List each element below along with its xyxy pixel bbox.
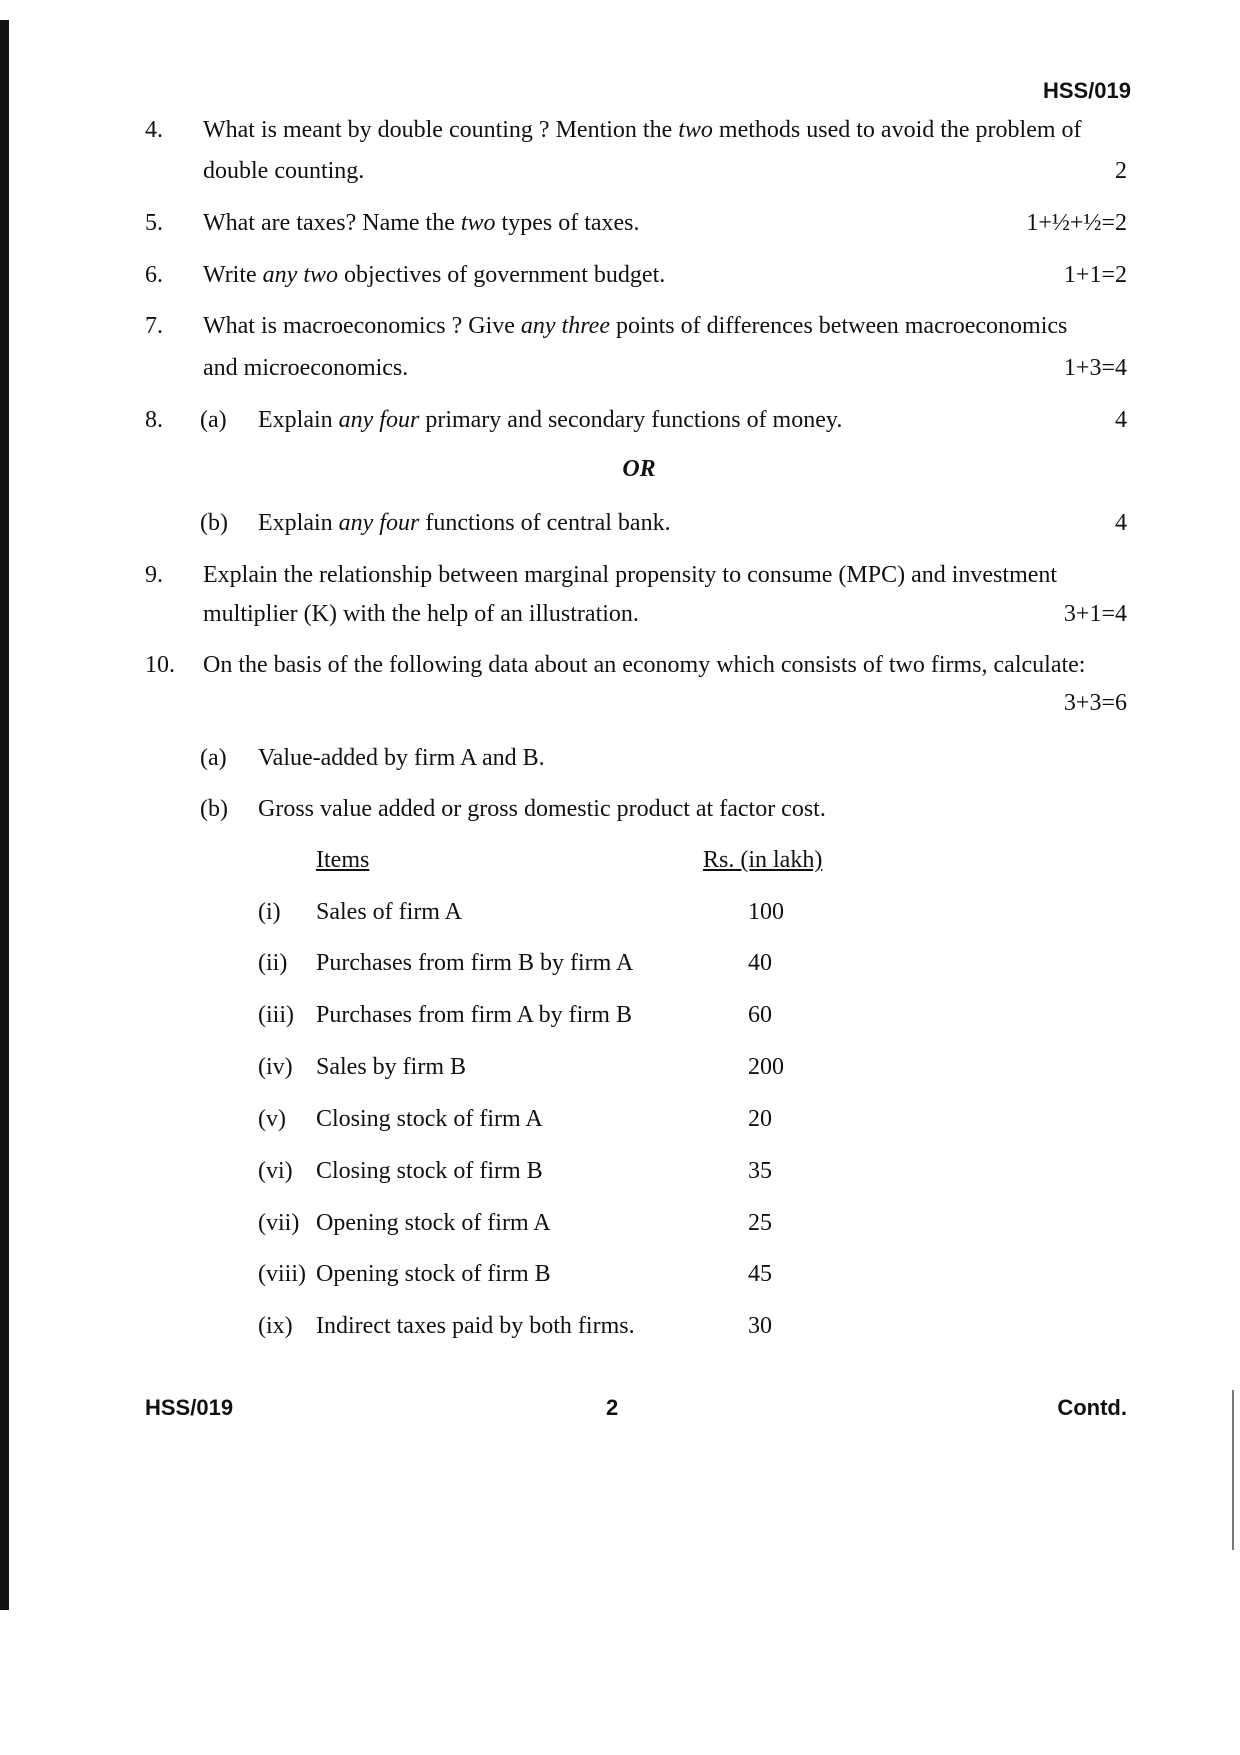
- or-separator: OR: [622, 456, 656, 482]
- question-marks: 1+½+½=2: [1026, 210, 1127, 236]
- table-header-value: Rs. (in lakh): [703, 847, 823, 873]
- question-text: What is macroeconomics ? Give any three points of differences between macroeconomics: [203, 313, 1068, 339]
- question-text: What are taxes? Name the two types of taxes.: [203, 210, 640, 236]
- question-marks: 3+3=6: [1063, 690, 1127, 716]
- sub-question-label: (a): [200, 745, 227, 771]
- question-marks: 4: [1115, 407, 1127, 433]
- question-marks: 3+1=4: [1063, 601, 1127, 627]
- sub-question-label: (b): [200, 510, 228, 536]
- sub-question-text: Explain any four functions of central bank.: [258, 510, 671, 536]
- scan-left-edge: [0, 20, 9, 1610]
- sub-question-text: Gross value added or gross domestic product at factor cost.: [258, 796, 826, 822]
- question-marks: 1+3=4: [1063, 355, 1127, 381]
- question-text: Explain the relationship between marginal propensity to consume (MPC) and investment: [203, 562, 1058, 588]
- question-marks: 2: [1115, 158, 1127, 184]
- question-marks: 4: [1115, 510, 1127, 536]
- question-number: 6.: [145, 262, 163, 288]
- question-text: What is meant by double counting ? Mention the two methods used to avoid the problem of: [203, 117, 1082, 143]
- paper-code-header: HSS/019: [1042, 78, 1131, 103]
- sub-question-label: (a): [200, 407, 227, 433]
- question-number: 5.: [145, 210, 163, 236]
- table-header-items: Items: [316, 847, 370, 873]
- page-number: 2: [606, 1395, 619, 1420]
- question-number: 4.: [145, 117, 163, 143]
- continued-label: Contd.: [1057, 1395, 1127, 1420]
- question-text: On the basis of the following data about an economy which consists of two firms, calculate:: [203, 652, 1086, 678]
- question-number: 7.: [145, 313, 163, 339]
- question-text: Write any two objectives of government budget.: [203, 262, 666, 288]
- sub-question-text: Explain any four primary and secondary functions of money.: [258, 407, 843, 433]
- question-marks: 1+1=2: [1063, 262, 1127, 288]
- question-number: 10.: [145, 652, 175, 678]
- sub-question-text: Value-added by firm A and B.: [258, 745, 545, 771]
- question-number: 8.: [145, 407, 163, 433]
- scan-right-mark: [1232, 1390, 1234, 1550]
- question-number: 9.: [145, 562, 163, 588]
- sub-question-label: (b): [200, 796, 228, 822]
- paper-code-footer: HSS/019: [145, 1395, 234, 1420]
